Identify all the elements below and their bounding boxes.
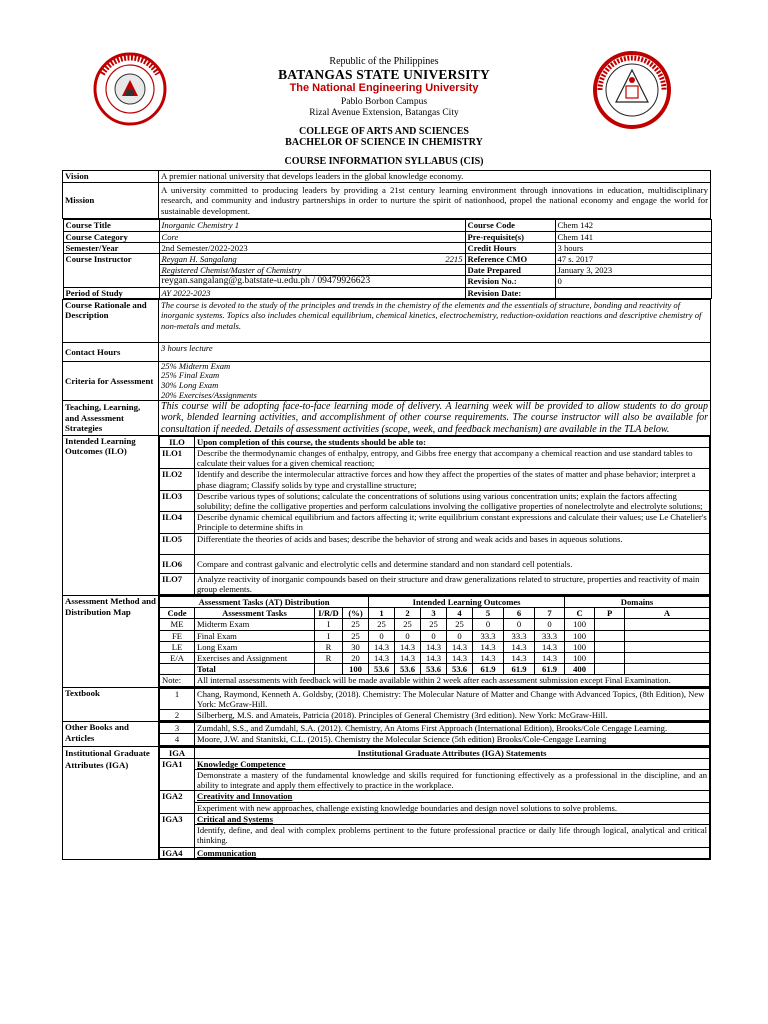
ref-number: 1 — [160, 688, 195, 709]
assessment-cell: 14.3 — [369, 653, 395, 664]
assessment-cell: R — [315, 641, 343, 652]
instructor-title: Registered Chemist/Master of Chemistry — [159, 265, 465, 276]
assessment-task-row — [160, 630, 710, 641]
criteria-item: 30% Long Exam — [161, 379, 219, 390]
assessment-total-row — [160, 664, 710, 675]
ilo-code: ILO7 — [160, 573, 195, 594]
assessment-cell: 0 — [504, 619, 535, 630]
note-text: All internal assessments with feedback will be made available within 2 week after each assessment submission except Final Examination. — [195, 675, 710, 686]
assessment-cell: 20 — [343, 653, 369, 664]
col-header: (%) — [343, 608, 369, 619]
assessment-cell — [595, 619, 625, 630]
ilo-table — [159, 436, 710, 595]
col-header: 5 — [473, 608, 504, 619]
col-header: C — [565, 608, 595, 619]
reference-cmo: 47 s. 2017 — [555, 253, 711, 264]
assessment-cell: 0 — [421, 630, 447, 641]
tla-row — [63, 401, 711, 436]
contact-hours-text: 3 hours lecture — [159, 342, 711, 361]
ref-text: Silberberg, M.S. and Amateis, Patricia (2018). Principles of General Chemistry (3rd edition). New York: McGraw-Hill. — [195, 710, 710, 721]
course-category-label: Course Category — [63, 231, 159, 242]
assessment-cell: I — [315, 619, 343, 630]
assessment-cell: 14.3 — [504, 653, 535, 664]
ilo-text: Analyze reactivity of inorganic compounds based on their structure and draw generalizations related to structure, properties and reactivity of main group elements. — [195, 573, 710, 594]
revision-no-label: Revision No.: — [465, 276, 555, 287]
other-books-label: Other Books and Articles — [63, 722, 159, 746]
rationale-text: The course is devoted to the study of the principles and trends in the chemistry of the elements and the essentials of structure, bonding and reactivity of inorganic systems. Topics also includes chemical equilibrium, chemical kinetics, electrochemistry, reduction-oxidation reactions and descriptive chemistry of non-metals and metals. — [159, 299, 711, 342]
period-label: Period of Study — [63, 287, 159, 298]
assessment-cell: 25 — [447, 619, 473, 630]
col-header: 7 — [535, 608, 565, 619]
iga-title: Critical and Systems — [195, 813, 710, 824]
total-cell: 53.6 — [369, 664, 395, 675]
college-of-arts-and-sciences-seal — [592, 50, 672, 130]
domains-header: Domains — [565, 597, 710, 608]
ilo-distribution-header: Intended Learning Outcomes — [369, 597, 565, 608]
assessment-cell: 100 — [565, 653, 595, 664]
iga-title: Communication — [195, 848, 710, 859]
col-header: 3 — [421, 608, 447, 619]
total-cell: 61.9 — [535, 664, 565, 675]
assessment-cell: ME — [160, 619, 195, 630]
reference-cmo-label: Reference CMO — [465, 253, 555, 264]
total-cell — [595, 664, 625, 675]
iga-text: Experiment with new approaches, challenge existing knowledge boundaries and design novel solutions to solve problems. — [195, 802, 710, 813]
ilo-text: Describe dynamic chemical equilibrium and factors affecting it; write equilibrium constant expressions and calculate their values; use Le Chatelier's Principle to determine shifts in — [195, 512, 710, 533]
criteria-label: Criteria for Assessment — [63, 361, 159, 400]
tla-text: This course will be adopting face-to-face learning mode of delivery. A learning week will be provided to allow students to do group work, blended learning activities, and accomplishment of other course requirements. The course instructor will also be available for consultation if needed. Details of assessment activities (scope, week, and feedback mechanism) are available in the TLA below. — [159, 401, 711, 436]
revision-date — [555, 287, 711, 298]
ilo-code: ILO2 — [160, 469, 195, 490]
assessment-cell: LE — [160, 641, 195, 652]
document-header — [0, 0, 768, 167]
mission-row — [63, 182, 711, 219]
total-cell: 400 — [565, 664, 595, 675]
assessment-cell — [595, 641, 625, 652]
col-header: 2 — [395, 608, 421, 619]
assessment-cell — [625, 630, 710, 641]
other-books-table — [159, 722, 710, 745]
vision-row — [63, 171, 711, 183]
assessment-cell: 14.3 — [447, 653, 473, 664]
credit-hours-label: Credit Hours — [465, 242, 555, 253]
republic-line: Republic of the Philippines — [329, 56, 439, 67]
total-cell: 53.6 — [421, 664, 447, 675]
assessment-cell: 14.3 — [504, 641, 535, 652]
total-cell: 61.9 — [473, 664, 504, 675]
vision-label: Vision — [63, 171, 159, 183]
assessment-cell: 25 — [395, 619, 421, 630]
assessment-cell: Long Exam — [195, 641, 315, 652]
assessment-cell: 0 — [447, 630, 473, 641]
ilo-text: Describe various types of solutions; calculate the concentrations of solutions using various concentration units; explain the factors affecting solubility; define the colligative properties and perform calculations involving the colligative properties of nonelectrolyte and electrolyte solutions; — [195, 490, 710, 511]
assessment-cell: I — [315, 630, 343, 641]
assessment-cell: 14.3 — [395, 653, 421, 664]
syllabus-table — [62, 170, 711, 860]
course-info-table — [63, 219, 712, 298]
batangas-state-university-seal — [88, 52, 172, 126]
prerequisite-label: Pre-requisite(s) — [465, 231, 555, 242]
assessment-cell: 0 — [535, 619, 565, 630]
col-header: A — [625, 608, 710, 619]
revision-no: 0 — [555, 276, 711, 287]
iga-code: IGA3 — [160, 813, 195, 847]
assessment-cell: 14.3 — [535, 641, 565, 652]
prerequisite: Chem 141 — [555, 231, 711, 242]
other-books-row — [63, 722, 711, 746]
date-prepared: January 3, 2023 — [555, 265, 711, 276]
assessment-cell: 30 — [343, 641, 369, 652]
assessment-cell — [625, 653, 710, 664]
university-tagline: The National Engineering University — [289, 82, 479, 94]
assessment-cell: 25 — [421, 619, 447, 630]
assessment-cell: 100 — [565, 619, 595, 630]
col-header: 1 — [369, 608, 395, 619]
assessment-cell: 0 — [369, 630, 395, 641]
college-name: COLLEGE OF ARTS AND SCIENCES — [299, 126, 469, 137]
assessment-cell: 25 — [343, 619, 369, 630]
iga-code: IGA2 — [160, 791, 195, 813]
semester-label: Semester/Year — [63, 242, 159, 253]
document-title: COURSE INFORMATION SYLLABUS (CIS) — [284, 156, 484, 167]
revision-date-label: Revision Date: — [465, 287, 555, 298]
iga-text: Demonstrate a mastery of the fundamental knowledge and skills required for functioning effectively as a professional in the discipline, and an ability to integrate and apply them effectively to practice in the workplace. — [195, 770, 710, 791]
ref-number: 4 — [160, 734, 195, 745]
course-title: Inorganic Chemistry 1 — [159, 220, 465, 231]
rationale-label: Course Rationale and Description — [63, 299, 159, 342]
instructor-name-cell — [159, 253, 465, 264]
assessment-cell: 14.3 — [369, 641, 395, 652]
iga-title: Creativity and Innovation — [195, 791, 710, 802]
ilo-code: ILO1 — [160, 447, 195, 468]
criteria-item: 20% Exercises/Assignments — [161, 389, 257, 400]
course-info-row — [63, 219, 711, 299]
criteria-row — [63, 361, 711, 400]
textbook-label: Textbook — [63, 687, 159, 722]
ilo-code: ILO3 — [160, 490, 195, 511]
assessment-cell — [625, 641, 710, 652]
program-name: BACHELOR OF SCIENCE IN CHEMISTRY — [285, 137, 483, 148]
ilo-label: Intended Learning Outcomes (ILO) — [63, 435, 159, 595]
ref-number: 3 — [160, 723, 195, 734]
semester: 2nd Semester/2022-2023 — [159, 242, 465, 253]
assessment-cell: 14.3 — [447, 641, 473, 652]
textbook-table — [159, 688, 710, 722]
total-cell: 100 — [343, 664, 369, 675]
ilo-text: Describe the thermodynamic changes of enthalpy, entropy, and Gibbs free energy that accompany a chemical reaction and use standard tables to calculate their values for a given chemical reaction; — [195, 447, 710, 468]
tla-label: Teaching, Learning, and Assessment Strategies — [63, 401, 159, 436]
rationale-row — [63, 299, 711, 342]
criteria-item: 25% Final Exam — [161, 370, 220, 381]
assessment-cell: Midterm Exam — [195, 619, 315, 630]
total-cell: Total — [195, 664, 315, 675]
campus-name: Pablo Borbon Campus — [340, 97, 428, 107]
at-distribution-header: Assessment Tasks (AT) Distribution — [160, 597, 369, 608]
col-header: 4 — [447, 608, 473, 619]
credit-hours: 3 hours — [555, 242, 711, 253]
iga-label: Institutional Graduate Attributes (IGA) — [63, 746, 159, 860]
total-cell — [160, 664, 195, 675]
assessment-cell: 14.3 — [421, 653, 447, 664]
campus-address: Rizal Avenue Extension, Batangas City — [309, 108, 459, 118]
iga-head-code: IGA — [160, 747, 195, 758]
ilo-text: Compare and contrast galvanic and electrolytic cells and determine standard and non standard cell potentials. — [195, 554, 710, 573]
assessment-cell: R — [315, 653, 343, 664]
col-header: Code — [160, 608, 195, 619]
col-header: Assessment Tasks — [195, 608, 315, 619]
instructor-label: Course Instructor — [63, 253, 159, 287]
instructor-contact: reygan.sangalang@g.batstate-u.edu.ph / 09479926623 — [159, 276, 465, 287]
assessment-table — [159, 596, 710, 687]
assessment-cell: 25 — [343, 630, 369, 641]
ref-text: Zumdahl, S.S., and Zumdahl, S.A. (2012). Chemistry, An Atoms First Approach (International Edition), Brooks/Cole Cengage Learning. — [195, 723, 710, 734]
iga-table — [159, 747, 710, 860]
assessment-task-row — [160, 619, 710, 630]
assessment-task-row — [160, 641, 710, 652]
assessment-cell: 14.3 — [473, 641, 504, 652]
assessment-cell: Final Exam — [195, 630, 315, 641]
assessment-cell: 14.3 — [421, 641, 447, 652]
date-prepared-label: Date Prepared — [465, 265, 555, 276]
assessment-label: Assessment Method and Distribution Map — [63, 596, 159, 688]
course-code: Chem 142 — [555, 220, 711, 231]
iga-code: IGA4 — [160, 848, 195, 859]
iga-text: Identify, define, and deal with complex problems pertinent to the future professional practice or daily life through logical, analytical and critical thinking. — [195, 825, 710, 848]
assessment-cell: 14.3 — [535, 653, 565, 664]
instructor-code: 2215 — [445, 253, 463, 264]
course-category: Core — [159, 231, 465, 242]
ref-number: 2 — [160, 710, 195, 721]
course-title-label: Course Title — [63, 220, 159, 231]
total-cell: 53.6 — [447, 664, 473, 675]
contact-hours-label: Contact Hours — [63, 342, 159, 361]
total-cell: 61.9 — [504, 664, 535, 675]
criteria-list — [159, 361, 711, 400]
iga-code: IGA1 — [160, 758, 195, 791]
assessment-cell — [595, 630, 625, 641]
contact-hours-row — [63, 342, 711, 361]
assessment-cell: 100 — [565, 630, 595, 641]
assessment-cell: 100 — [565, 641, 595, 652]
assessment-cell: 14.3 — [395, 641, 421, 652]
ilo-code: ILO5 — [160, 533, 195, 554]
col-header: I/R/D — [315, 608, 343, 619]
textbook-row — [63, 687, 711, 722]
assessment-cell: 14.3 — [473, 653, 504, 664]
ref-text: Chang, Raymond, Kenneth A. Goldsby, (2018). Chemistry: The Molecular Nature of Matter and Change with Advanced Topics, (8th Edition), New York: McGraw-Hill. — [195, 688, 710, 709]
iga-head-text: Institutional Graduate Attributes (IGA) Statements — [195, 747, 710, 758]
criteria-item: 25% Midterm Exam — [161, 360, 231, 371]
instructor-name: Reygan H. Sangalang — [161, 253, 237, 264]
period: AY 2022-2023 — [159, 287, 465, 298]
ilo-head-text: Upon completion of this course, the students should be able to: — [195, 436, 710, 447]
assessment-cell: 33.3 — [504, 630, 535, 641]
assessment-cell: 33.3 — [473, 630, 504, 641]
col-header: 6 — [504, 608, 535, 619]
ilo-code: ILO6 — [160, 554, 195, 573]
iga-title: Knowledge Competence — [195, 758, 710, 769]
total-cell: 53.6 — [395, 664, 421, 675]
assessment-cell: Exercises and Assignment — [195, 653, 315, 664]
total-cell — [625, 664, 710, 675]
assessment-cell: 0 — [395, 630, 421, 641]
ilo-text: Differentiate the theories of acids and bases; describe the behavior of strong and weak acids and bases in aqueous solutions. — [195, 533, 710, 554]
assessment-cell: 33.3 — [535, 630, 565, 641]
col-header: P — [595, 608, 625, 619]
ilo-code: ILO4 — [160, 512, 195, 533]
assessment-cell: E/A — [160, 653, 195, 664]
vision-text: A premier national university that develops leaders in the global knowledge economy. — [159, 171, 711, 183]
assessment-cell: 25 — [369, 619, 395, 630]
assessment-cell — [625, 619, 710, 630]
ilo-text: Identify and describe the intermolecular attractive forces and how they affect the properties of the states of matter and phase behavior; interpret a phase diagram; Classify solids by type and crystalline structure; — [195, 469, 710, 490]
mission-text: A university committed to producing leaders by providing a 21st century learning environment through innovations in education, multidisciplinary research, and community and industry partnerships in order to nurture the spirit of nationhood, propel the national economy and engage the world for sustainable development. — [159, 182, 711, 219]
ref-text: Moore, J.W. and Stanitski, C.L. (2015). Chemistry the Molecular Science (5th edition) Brooks/Cole-Cengage Learning — [195, 734, 710, 745]
ilo-head-code: ILO — [160, 436, 195, 447]
assessment-cell: FE — [160, 630, 195, 641]
assessment-task-row — [160, 653, 710, 664]
assessment-cell — [595, 653, 625, 664]
note-label: Note: — [160, 675, 195, 686]
assessment-row — [63, 596, 711, 688]
total-cell — [315, 664, 343, 675]
ilo-row — [63, 435, 711, 595]
mission-label: Mission — [63, 182, 159, 219]
university-name: BATANGAS STATE UNIVERSITY — [278, 67, 490, 82]
assessment-cell: 0 — [473, 619, 504, 630]
course-code-label: Course Code — [465, 220, 555, 231]
iga-row — [63, 746, 711, 860]
